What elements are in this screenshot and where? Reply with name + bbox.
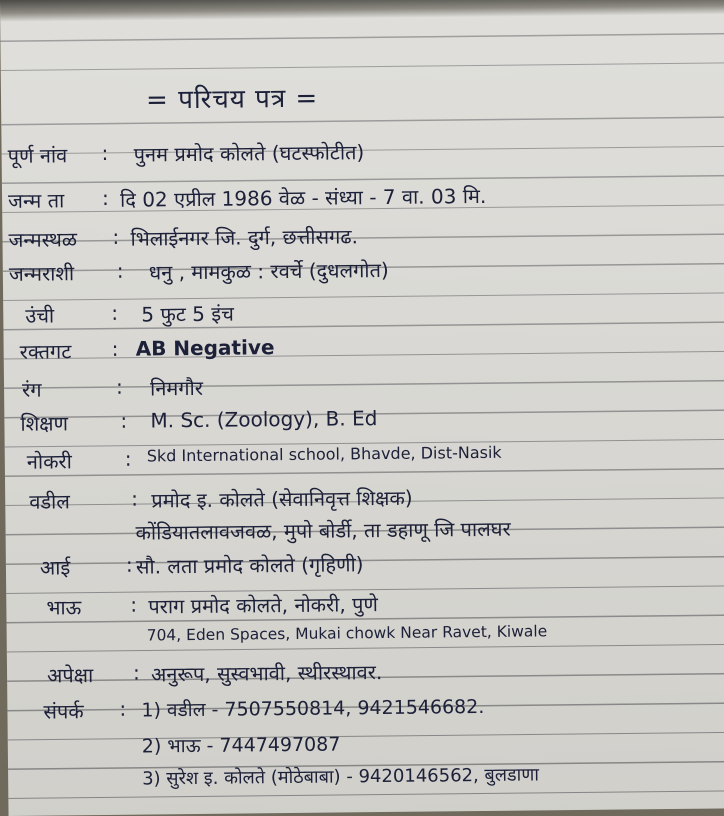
- field-value: कोंडियातलावजवळ, मुपो बोर्डी, ता डहाणू जि पालघर: [135, 516, 511, 545]
- field-value: सौ. लता प्रमोद कोलते (गृहिणी): [135, 552, 364, 579]
- contact-line-uncle: 3) सुरेश इ. कोलते (मोठेबाबा) - 9420146562, बुलडाणा: [142, 764, 540, 790]
- field-label: रंग: [21, 377, 42, 402]
- contact-line-brother: 2) भाऊ - 7447497087: [141, 733, 341, 758]
- field-label: शिक्षण: [20, 411, 69, 436]
- field-colon: :: [119, 696, 127, 721]
- field-colon: :: [132, 660, 140, 685]
- field-label: पूर्ण नांव: [7, 143, 68, 168]
- field-value: 704, Eden Spaces, Mukai chowk Near Ravet, Kiwale: [146, 622, 548, 645]
- field-value: AB Negative: [135, 335, 275, 361]
- contact-line-father: 1) वडील - 7507550814, 9421546682.: [141, 695, 485, 722]
- field-label: भाऊ: [46, 595, 82, 620]
- field-colon: :: [112, 224, 120, 249]
- field-value: अनुरूप, सुस्वभावी, स्थीरस्थावर.: [150, 660, 383, 687]
- paper-edge-shadow: [0, 0, 724, 22]
- field-colon: :: [125, 552, 133, 577]
- field-colon: :: [116, 258, 124, 283]
- field-label: अपेक्षा: [46, 663, 94, 688]
- field-value: पराग प्रमोद कोलते, नोकरी, पुणे: [148, 592, 379, 619]
- field-label: आई: [39, 555, 71, 580]
- field-value: Skd International school, Bhavde, Dist-Nasik: [146, 442, 502, 466]
- field-colon: :: [130, 592, 138, 617]
- field-colon: :: [115, 374, 123, 399]
- field-value: भिलाईनगर जि. दुर्ग, छत्तीसगढ.: [130, 224, 359, 251]
- field-colon: :: [101, 140, 109, 165]
- field-colon: :: [111, 336, 119, 361]
- field-label: रक्तगट: [19, 339, 72, 364]
- field-label: जन्म ता: [7, 188, 65, 213]
- field-label: जन्मस्थळ: [8, 227, 78, 252]
- field-value: धनु , मामकुळ : रवर्चे (दुधलगोत): [148, 257, 389, 285]
- field-colon: :: [101, 185, 109, 210]
- field-value: निमगौर: [149, 375, 204, 401]
- field-label: नोकरी: [26, 449, 72, 474]
- field-colon: :: [120, 408, 128, 433]
- field-label: वडील: [29, 489, 70, 514]
- field-value: 5 फुट 5 इंच: [141, 301, 234, 327]
- field-label: जन्मराशी: [8, 261, 75, 286]
- document-title: = परिचय पत्र =: [145, 83, 319, 116]
- field-label: उंची: [25, 303, 55, 328]
- field-value: M. Sc. (Zoology), B. Ed: [150, 406, 378, 433]
- field-value: प्रमोद इ. कोलते (सेवानिवृत्त शिक्षक): [151, 485, 413, 513]
- field-colon: :: [111, 300, 119, 325]
- field-value: दि 02 एप्रील 1986 वेळ - संध्या - 7 वा. 03 मि.: [119, 183, 487, 212]
- field-colon: :: [124, 446, 132, 471]
- field-colon: :: [131, 486, 139, 511]
- contact-label: संपर्क: [43, 699, 84, 724]
- field-value: पुनम प्रमोद कोलते (घटस्फोटीत): [133, 140, 365, 167]
